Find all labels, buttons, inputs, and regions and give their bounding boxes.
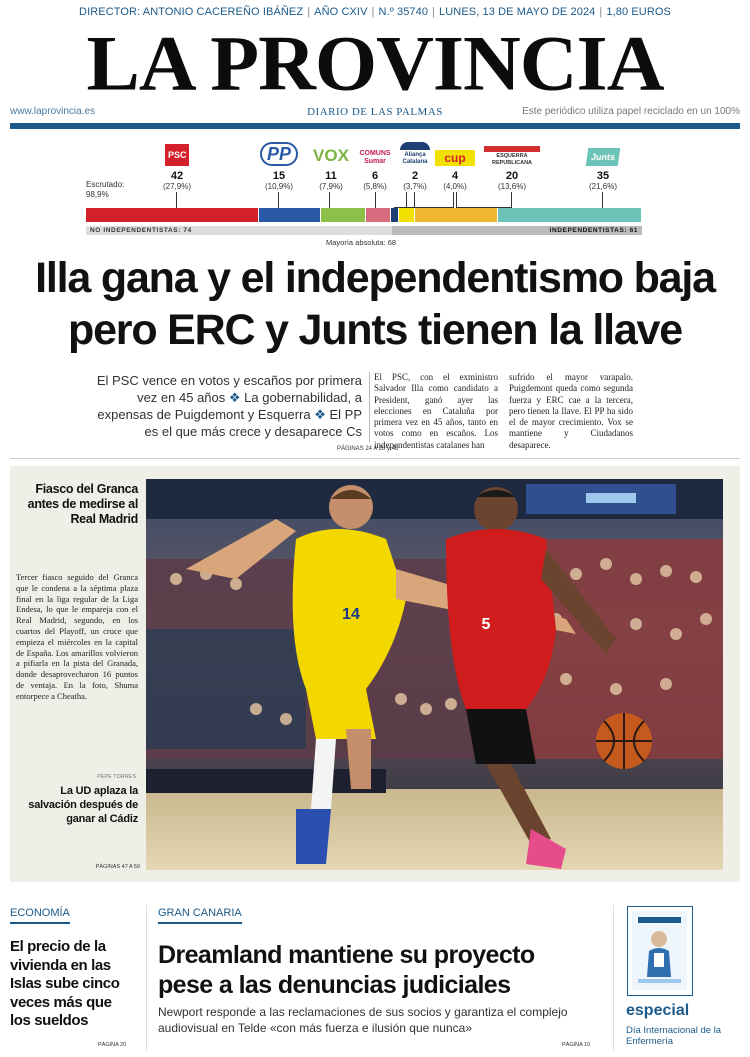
pct: (13,6%): [497, 182, 526, 191]
connector-cup: [406, 192, 454, 208]
comuns-logo: COMUNS Sumar: [359, 150, 391, 165]
bloc-legend: [86, 226, 642, 235]
director: DIRECTOR: ANTONIO CACEREÑO IBÁÑEZ: [79, 6, 304, 18]
diamond-icon: ❖: [228, 390, 241, 405]
seats-bar: [86, 208, 642, 222]
column-divider: [613, 905, 614, 1050]
economia-pages: PÁGINA 20: [98, 1042, 127, 1048]
seats: 20: [505, 170, 519, 182]
sports-body: Tercer fiasco seguido del Granca que le condena a la séptima plaza final en la liga regular de la Liga Endesa, lo que le empareja con el Real Madrid, segundo, en los cuartos del Playoff, un cruce que empieza el miércoles en la capital de España. Los amarillos volvieron a pifiarla en la pista del Granada, donde desaprovecharon 16 puntos de ventaja. En la foto, Shuma entorpece a Cheatha.: [16, 572, 138, 701]
seats: 4: [451, 170, 459, 182]
especial-cover-thumbnail[interactable]: [627, 906, 693, 996]
lead-deck: [86, 372, 362, 440]
lead-pages: PÁGINAS 24 A 28 y 48: [337, 446, 399, 452]
economia-headline[interactable]: El precio de la vivienda en las Islas sube cinco veces más que los sueldos: [10, 938, 120, 1029]
price: 1,80 EUROS: [606, 6, 671, 18]
pct: (5,8%): [363, 182, 387, 191]
nurse-cover-icon: [628, 907, 691, 994]
escrutado-value: 98,9%: [86, 190, 109, 199]
column-divider: [369, 372, 370, 442]
seats: 15: [272, 170, 286, 182]
party-junts: [578, 138, 628, 192]
pct: (7,9%): [319, 182, 343, 191]
lead-headline-line-1: Illa gana y el independentismo baja: [35, 254, 715, 302]
gran-canaria-deck: Newport responde a las reclamaciones de sus socios y garantiza el complejo audiovisual en Telde «con más fuerza e ilusión que nunca»: [158, 1005, 568, 1035]
seat-segment-cup: [399, 208, 415, 222]
edition-info-bar: DIRECTOR: ANTONIO CACEREÑO IBÁÑEZ | AÑO CXIV | N.º 35740 | LUNES, 13 DE MAYO DE 2024 | 1,80 EUROS: [79, 6, 671, 18]
alianca-logo: Aliança Catalana: [400, 142, 430, 166]
diamond-icon: ❖: [314, 407, 326, 422]
seat-segment-alian-a-catalana: [391, 208, 399, 222]
especial-description: Día Internacional de la Enfermería: [626, 1025, 722, 1047]
section-economia[interactable]: ECONOMÍA: [10, 907, 70, 924]
gran-canaria-headline[interactable]: Dreamland mantiene su proyecto pese a las denuncias judiciales: [158, 941, 535, 999]
connector-vox: [329, 192, 330, 208]
deck-item-3: El PP es el que más crece y desaparece Cs: [144, 407, 362, 439]
escrutado-label: Escrutado:: [86, 180, 125, 189]
mayoria-absoluta: Mayoría absoluta: 68: [326, 238, 397, 247]
red-jersey-number: 5: [481, 616, 491, 633]
masthead-rule: [10, 123, 740, 129]
masthead-subbar: [10, 106, 740, 120]
junts-logo: Junts: [586, 148, 621, 166]
seat-segment-erc: [415, 208, 497, 222]
erc-logo: ESQUERRA REPUBLICANA: [484, 146, 540, 166]
sports-headline[interactable]: Fiasco del Granca antes de medirse al Real Madrid: [27, 482, 138, 526]
party-cup: [430, 138, 480, 192]
pct: (4,0%): [443, 182, 467, 191]
especial-title[interactable]: especial: [626, 1002, 690, 1019]
party-vox: [306, 138, 356, 192]
seat-segment-vox: [321, 208, 366, 222]
party-pp: [254, 138, 304, 192]
section-rule: [10, 458, 740, 459]
connector-comuns: [375, 192, 376, 208]
year: AÑO CXIV: [314, 6, 368, 18]
seat-segment-junts: [498, 208, 642, 222]
lead-headline[interactable]: [0, 252, 750, 356]
lead-headline-line-2: pero ERC y Junts tienen la llave: [68, 306, 682, 354]
masthead-subtitle: DIARIO DE LAS PALMAS: [307, 106, 443, 118]
connector-junts: [602, 192, 603, 208]
party-psc: [152, 138, 202, 192]
seats: 11: [325, 170, 337, 182]
seat-segment-comuns-sumar: [366, 208, 391, 222]
cup-logo: cup: [435, 150, 475, 166]
basketball-photo: [146, 479, 723, 870]
section-gran-canaria[interactable]: GRAN CANARIA: [158, 907, 242, 924]
issue-number: N.º 35740: [378, 6, 429, 18]
pp-logo: PP: [260, 142, 298, 166]
pct: (3,7%): [403, 182, 427, 191]
party-erc: [482, 138, 542, 192]
pct: (10,9%): [264, 182, 293, 191]
independentistas: INDEPENDENTISTAS: 61: [392, 226, 642, 235]
pct: (27,9%): [162, 182, 191, 191]
seats: 42: [170, 170, 184, 182]
connector-psc: [176, 192, 177, 208]
column-divider: [146, 905, 147, 1050]
photo-credit: PEPE TORRES: [97, 774, 136, 780]
connector-erc: [456, 192, 512, 208]
deck-item-1: El PSC vence en votos y escaños por primera vez en 45 años: [96, 373, 362, 405]
connector-pp: [278, 192, 279, 208]
no-independentistas: NO INDEPENDENTISTAS: 74: [86, 226, 392, 235]
seats: 2: [411, 170, 419, 182]
sports-secondary-headline[interactable]: La UD aplaza la salvación después de ganar al Cádiz: [28, 785, 138, 825]
date: LUNES, 13 DE MAYO DE 2024: [439, 6, 596, 18]
sports-pages: PÁGINAS 47 A 59: [95, 864, 140, 870]
deck-item-2: La gobernabilidad, a expensas de Puigdemont y Esquerra: [97, 390, 362, 422]
website-link[interactable]: www.laprovincia.es: [10, 106, 96, 117]
seat-segment-pp: [259, 208, 321, 222]
lead-body-col-1: El PSC, con el exministro Salvador Illa como candidato a President, ganó ayer las elecciones en Cataluña por primera vez en 45 años, tanto en votos como en escaños. Los independentistas catalanes han: [374, 372, 498, 450]
seats: 6: [371, 170, 379, 182]
lead-body-col-2: sufrido el mayor varapalo. Puigdemont queda como segunda fuerza y ERC cae a la tercera, pero tienen la llave. El PP ha sido el de mayor crecimiento. Vox se mantiene y Ciudadanos desaparece.: [509, 372, 633, 450]
gran-canaria-pages: PÁGINA 10: [562, 1042, 591, 1048]
basketball-scene: [146, 479, 723, 870]
pct: (21,6%): [588, 182, 617, 191]
election-results-graphic: [86, 138, 644, 250]
seat-segment-psc: [86, 208, 259, 222]
masthead-title: LA PROVINCIA: [86, 20, 664, 108]
psc-logo: PSC: [165, 144, 189, 166]
vox-logo: VOX: [313, 146, 349, 165]
yellow-jersey-number: 14: [342, 606, 360, 623]
seats: 35: [596, 170, 610, 182]
recycled-note: Este periódico utiliza papel reciclado en un 100%: [522, 106, 740, 117]
